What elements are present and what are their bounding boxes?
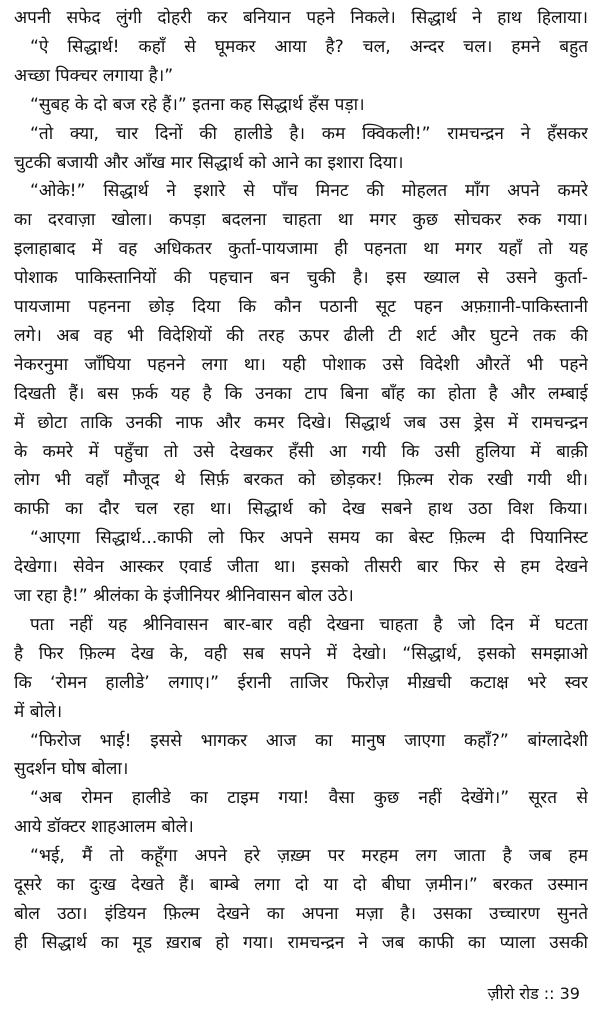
text-line: “अब रोमन हालीडे का टाइम गया! वैसा कुछ नहीं देखेंगे।” सूरत से xyxy=(30,788,588,809)
text-line: “ऐ सिद्धार्थ! कहाँ से घूमकर आया है? चल, अन्दर चल। हमने बहुत xyxy=(30,36,588,57)
text-line: सुदर्शन घोष बोला। xyxy=(14,759,129,780)
text-line: में बोले। xyxy=(14,701,63,722)
text-line: के कमरे में पहुँचा तो उसे देखकर हँसी आ गयी कि उसी हुलिया में बाक़ी xyxy=(14,441,588,462)
text-line: आये डॉक्टर शाहआलम बोले। xyxy=(14,817,194,838)
text-line: “आएगा सिद्धार्थ...काफी लो फिर अपने समय का बेस्ट फ़िल्म दी पियानिस्ट xyxy=(30,528,588,549)
text-line: में छोटा ताकि उनकी नाफ और कमर दिखे। सिद्धार्थ जब उस ड्रेस में रामचन्द्रन xyxy=(14,412,588,433)
text-line: पायजामा पहनना छोड़ दिया कि कौन पठानी सूट पहन अफ़ग़ानी-पाकिस्तानी xyxy=(14,297,588,317)
text-line: “भई, मैं तो कहूँगा अपने हरे ज़ख़्म पर मरहम लग जाता है जब हम xyxy=(30,846,588,867)
text-line: अच्छा पिक्चर लगाया है।” xyxy=(14,65,174,86)
text-line: काफी का दौर चल रहा था। सिद्धार्थ को देख सबने हाथ उठा विश किया। xyxy=(14,499,588,520)
text-line: इलाहाबाद में वह अधिकतर कुर्ता-पायजामा ही पहनता था मगर यहाँ तो यह xyxy=(14,239,588,260)
text-line: “फिरोज भाई! इससे भागकर आज का मानुष जाएगा कहाँ?” बांग्लादेशी xyxy=(30,730,588,751)
text-line: है फिर फ़िल्म देख के, वही सब सपने में देखो। “सिद्धार्थ, इसको समझाओ xyxy=(14,643,588,664)
text-line: लोग भी वहाँ मौजूद थे सिर्फ़ बरकत को छोड़कर! फ़िल्म रोक रखी गयी थी। xyxy=(14,470,588,491)
text-line: लगे। अब वह भी विदेशियों की तरह ऊपर ढीली टी शर्ट और घुटने तक की xyxy=(14,325,588,346)
text-line: “तो क्या, चार दिनों की हालीडे है। कम क्विकली!” रामचन्द्रन ने हँसकर xyxy=(30,123,588,144)
text-line: दूसरे का दुःख देखते हैं। बाम्बे लगा दो या दो बीघा ज़मीन।” बरकत उस्मान xyxy=(14,875,588,895)
text-line: नेकरनुमा जाँघिया पहनने लगा था। यही पोशाक उसे विदेशी औरतें भी पहने xyxy=(14,354,588,375)
text-line: कि ‘रोमन हालीडे’ लगाए।” ईरानी ताजिर फिरोज़ मीख़ची कटाक्ष भरे स्वर xyxy=(14,672,588,693)
text-line: “ओके!” सिद्धार्थ ने इशारे से पाँच मिनट की मोहलत माँग अपने कमरे xyxy=(30,181,588,202)
text-line: दिखती हैं। बस फ़र्क यह है कि उनका टाप बिना बाँह का होता है और लम्बाई xyxy=(14,383,588,404)
text-line: ही सिद्धार्थ का मूड ख़राब हो गया। रामचन्द्रन ने जब काफी का प्याला उसकी xyxy=(14,932,588,953)
text-line: जा रहा है!” श्रीलंका के इंजीनियर श्रीनिवासन बोल उठे। xyxy=(14,586,354,606)
text-line: का दरवाज़ा खोला। कपड़ा बदलना चाहता था मगर कुछ सोचकर रुक गया। xyxy=(14,210,588,231)
text-line: अपनी सफेद लुंगी दोहरी कर बनियान पहने निकले। सिद्धार्थ ने हाथ हिलाया। xyxy=(14,8,588,28)
text-line: पोशाक पाकिस्तानियों की पहचान बन चुकी है। इस ख्याल से उसने कुर्ता- xyxy=(14,268,588,289)
page-footer: ज़ीरो रोड :: 39 xyxy=(487,984,580,1003)
text-line: देखेगा। सेवेन आस्कर एवार्ड जीता था। इसको तीसरी बार फिर से हम देखने xyxy=(14,557,588,578)
text-line: पता नहीं यह श्रीनिवासन बार-बार वही देखना चाहता है जो दिन में घटता xyxy=(30,614,588,635)
text-line: “सुबह के दो बज रहे हैं।” इतना कह सिद्धार्थ हँस पड़ा। xyxy=(30,94,365,115)
text-line: बोल उठा। इंडियन फ़िल्म देखने का अपना मज़ा है। उसका उच्चारण सुनते xyxy=(14,903,588,924)
text-line: चुटकी बजायी और आँख मार सिद्धार्थ को आने का इशारा दिया। xyxy=(14,152,404,173)
